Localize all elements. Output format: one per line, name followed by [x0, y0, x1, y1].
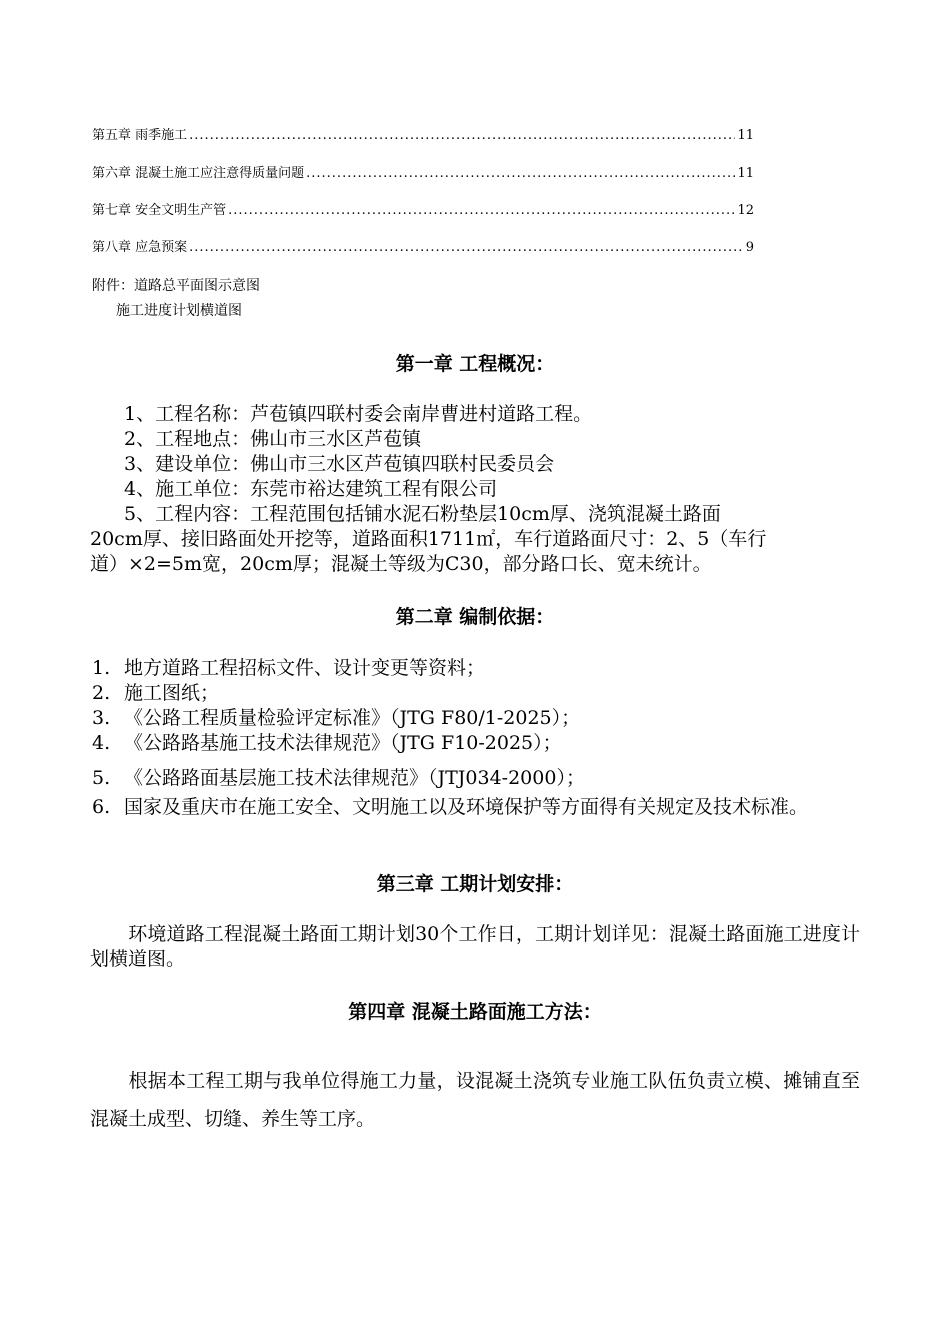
toc-entry-page: 11 — [737, 166, 754, 181]
toc-entry-label: 第五章 雨季施工 — [92, 128, 188, 143]
list-number: 6. — [92, 796, 111, 818]
toc-leader-dots — [228, 203, 735, 219]
toc-entry-page: 9 — [745, 240, 754, 255]
basis-list-item — [92, 795, 862, 820]
project-info-item: 3、建设单位：佛山市三水区芦苞镇四联村民委员会 — [124, 453, 555, 475]
list-text: 施工图纸； — [124, 682, 220, 704]
chapter-3-heading: 第三章 工期计划安排： — [376, 873, 574, 895]
list-number: 3. — [92, 707, 111, 729]
project-info-continuation: 20cm厚、接旧路面处开挖等，道路面积1711㎡，车行道路面尺寸：2、5（车行 — [90, 528, 767, 550]
list-number: 4. — [92, 732, 111, 754]
toc-entry[interactable] — [92, 240, 754, 256]
toc-entry-page: 12 — [737, 203, 754, 218]
toc-leader-dots — [189, 240, 744, 256]
toc-entry[interactable] — [92, 166, 754, 182]
project-info-item: 2、工程地点：佛山市三水区芦苞镇 — [124, 428, 422, 450]
basis-list-item — [92, 656, 862, 681]
toc-entry[interactable] — [92, 203, 754, 219]
project-info-item: 5、工程内容：工程范围包括铺水泥石粉垫层10cm厚、浇筑混凝土路面 — [124, 503, 721, 525]
project-info-item: 1、工程名称：芦苞镇四联村委会南岸曹进村道路工程。 — [124, 403, 593, 425]
chapter-2-heading: 第二章 编制依据： — [395, 606, 555, 628]
list-text: 地方道路工程招标文件、设计变更等资料； — [124, 657, 486, 679]
basis-list-item — [92, 681, 862, 706]
toc-entry-label: 第六章 混凝土施工应注意得质量问题 — [92, 166, 305, 181]
toc-entry-label: 第八章 应急预案 — [92, 240, 188, 255]
chapter-4-heading: 第四章 混凝土路面施工方法： — [348, 1001, 602, 1023]
project-info-continuation: 道）×2=5m宽，20cm厚；混凝土等级为C30，部分路口长、宽未统计。 — [90, 553, 712, 575]
list-number: 5. — [92, 767, 111, 789]
appendix-line: 附件：道路总平面图示意图 — [92, 278, 260, 294]
list-number: 2. — [92, 682, 111, 704]
toc-leader-dots — [306, 166, 735, 182]
schedule-paragraph: 环境道路工程混凝土路面工期计划30个工作日，工期计划详见：混凝土路面施工进度计划横道图。 — [90, 923, 860, 970]
list-text: 《公路工程质量检验评定标准》（JTG F80/1-2025）； — [124, 707, 581, 729]
basis-list-item — [92, 766, 862, 791]
toc-entry-page: 11 — [737, 128, 754, 143]
project-info-item: 4、施工单位：东莞市裕达建筑工程有限公司 — [124, 478, 498, 500]
list-text: 国家及重庆市在施工安全、文明施工以及环境保护等方面得有关规定及技术标准。 — [124, 796, 809, 818]
toc-entry-label: 第七章 安全文明生产管 — [92, 203, 227, 218]
list-text: 《公路路基施工技术法律规范》（JTG F10-2025）； — [124, 732, 562, 754]
chapter-1-heading: 第一章 工程概况： — [395, 353, 555, 375]
toc-entry[interactable] — [92, 128, 754, 144]
basis-list-item — [92, 706, 862, 731]
appendix-line: 施工进度计划横道图 — [116, 303, 242, 319]
list-number: 1. — [92, 657, 111, 679]
toc-leader-dots — [189, 128, 735, 144]
method-paragraph: 根据本工程工期与我单位得施工力量，设混凝土浇筑专业施工队伍负责立模、摊铺直至混凝土成型、切缝、养生等工序。 — [90, 1070, 860, 1130]
basis-list-item — [92, 731, 862, 756]
list-text: 《公路路面基层施工技术法律规范》（JTJ034-2000）； — [124, 767, 585, 789]
